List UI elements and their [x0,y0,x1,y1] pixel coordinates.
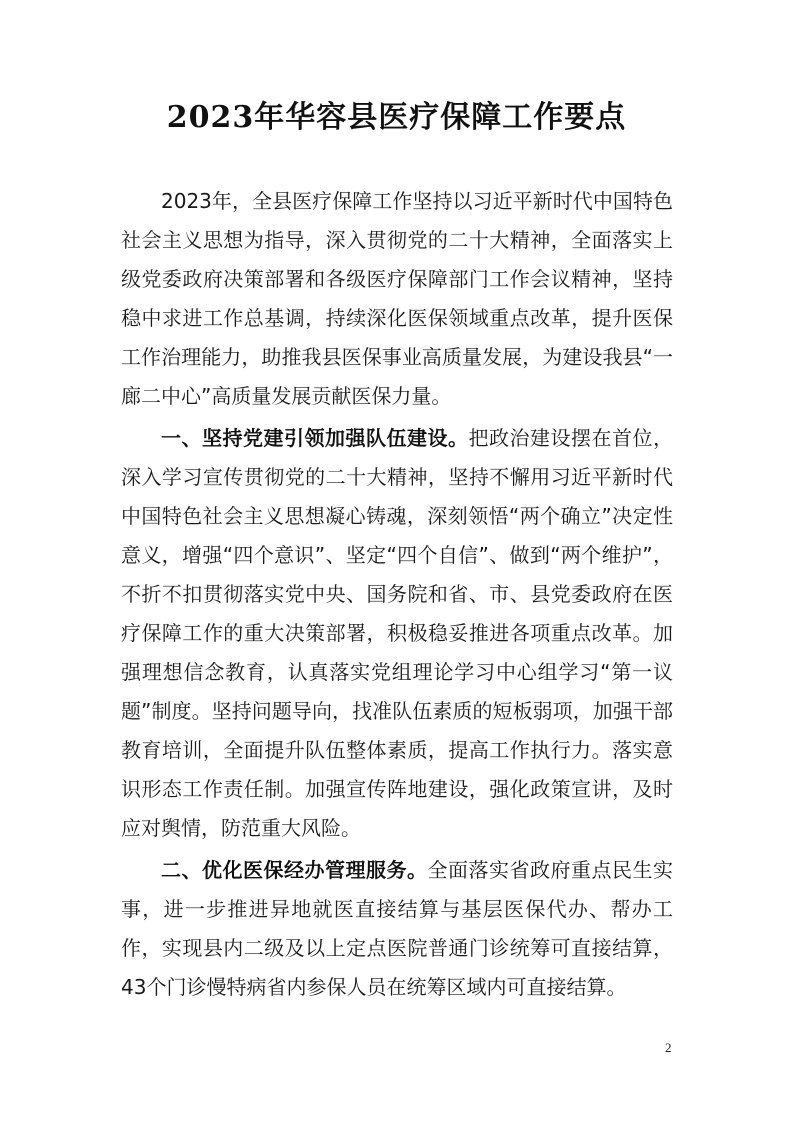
section-text-2: 全面落实省政府重点民生实事，进一步推进异地就医直接结算与基层医保代办、帮办工作，实现县内二级及以上定点医院普通门诊统筹可直接结算，43个门诊慢特病省内参保人员在统筹区域内可直接结算。 [121,858,673,999]
intro-paragraph: 2023年，全县医疗保障工作坚持以习近平新时代中国特色社会主义思想为指导，深入贯彻党的二十大精神，全面落实上级党委政府决策部署和各级医疗保障部门工作会议精神，坚持稳中求进工作总基调，持续深化医保领域重点改革，提升医保工作治理能力，助推我县医保事业高质量发展，为建设我县“一廊二中心”高质量发展贡献医保力量。 [121,189,673,408]
section-paragraph-2 [121,851,673,1007]
section-heading-1: 一、坚持党建引领加强队伍建设。 [161,426,469,450]
document-body [121,182,673,1007]
section-text-1: 把政治建设摆在首位，深入学习宣传贯彻党的二十大精神，坚持不懈用习近平新时代中国特色社会主义思想凝心铸魂，深刻领悟“两个确立”决定性意义，增强“四个意识”、坚定“四个自信”、做到“两个维护”，不折不扣贯彻落实党中央、国务院和省、市、县党委政府在医疗保障工作的重大决策部署，积极稳妥推进各项重点改革。加强理想信念教育，认真落实党组理论学习中心组学习“第一议题”制度。坚持问题导向，找准队伍素质的短板弱项，加强干部教育培训，全面提升队伍整体素质，提高工作执行力。落实意识形态工作责任制。加强宣传阵地建设，强化政策宣讲，及时应对舆情，防范重大风险。 [121,426,673,840]
section-heading-2: 二、优化医保经办管理服务。 [161,858,428,882]
section-paragraph-1 [121,419,673,848]
page-number: 2 [665,1040,672,1055]
document-title: 2023年华容县医疗保障工作要点 [166,100,627,135]
